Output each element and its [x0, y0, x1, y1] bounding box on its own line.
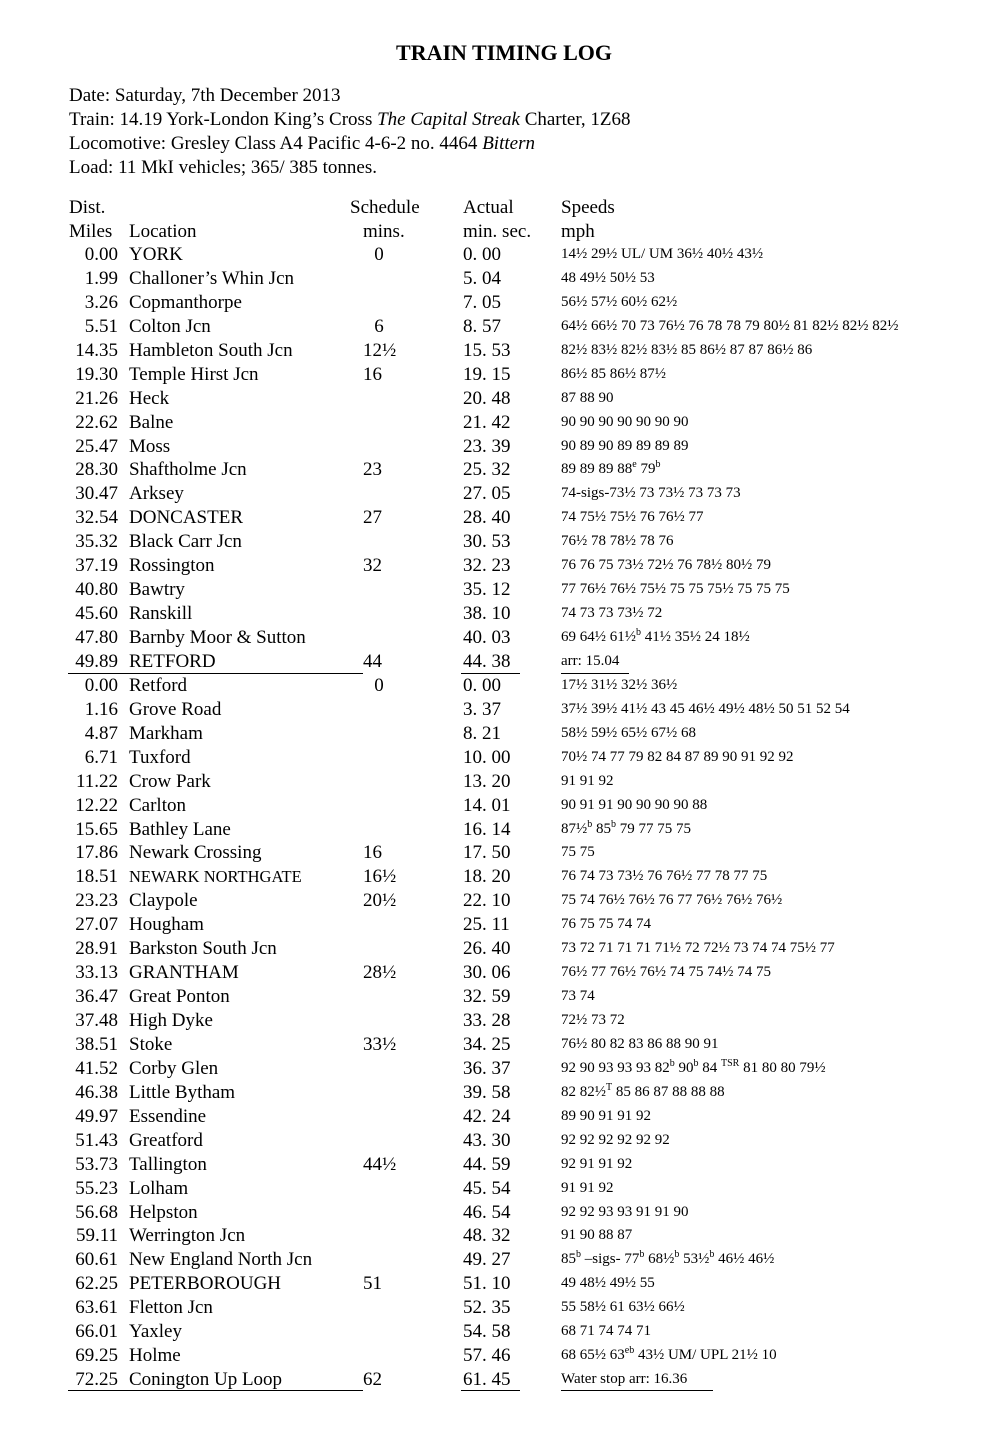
table-row — [0, 1224, 1008, 1248]
location-cell: Claypole — [129, 890, 198, 912]
speeds-cell: 69 64½ 61½$^b$ 41½ 35½ 24 18½ — [561, 627, 750, 645]
location-cell: Challoner’s Whin Jcn — [129, 267, 294, 289]
distance-cell: 6.71 — [84, 746, 118, 768]
table-row — [0, 530, 1008, 554]
location-cell: Moss — [129, 435, 171, 457]
location-cell: New England North Jcn — [129, 1249, 313, 1271]
table-row — [0, 315, 1008, 339]
locomotive-line — [69, 132, 535, 156]
speeds-cell: 74-sigs-73½ 73 73½ 73 73 73 — [561, 485, 741, 502]
location-cell: Bathley Lane — [129, 818, 231, 840]
table-row — [0, 841, 1008, 865]
speeds-cell: 55 58½ 61 63½ 66½ — [561, 1299, 685, 1316]
header-minsec: min. sec. — [463, 221, 532, 242]
distance-cell: 5.51 — [84, 315, 118, 337]
actual-cell: 35. 12 — [463, 579, 511, 601]
speeds-cell: 37½ 39½ 41½ 43 45 46½ 49½ 48½ 50 51 52 54 — [561, 700, 850, 717]
actual-cell: 38. 10 — [463, 603, 511, 625]
section-divider — [68, 673, 363, 674]
speeds-cell: 92 92 93 93 91 91 90 — [561, 1203, 689, 1220]
actual-cell: 19. 15 — [463, 363, 511, 385]
location-cell: Newark Crossing — [129, 842, 262, 864]
distance-cell: 22.62 — [75, 411, 118, 433]
distance-cell: 37.48 — [75, 1010, 118, 1031]
actual-cell: 0. 00 — [463, 244, 501, 265]
table-row — [0, 770, 1008, 794]
speeds-cell: 68 71 74 74 71 — [561, 1323, 651, 1340]
actual-cell: 8. 57 — [463, 315, 501, 337]
speeds-cell: 76 76 75 73½ 72½ 76 78½ 80½ 79 — [561, 557, 771, 574]
actual-cell: 49. 27 — [463, 1249, 511, 1271]
table-row — [0, 435, 1008, 459]
schedule-cell: 51 — [363, 1273, 382, 1295]
actual-cell: 57. 46 — [463, 1345, 511, 1367]
location-cell: NEWARK NORTHGATE — [129, 867, 302, 887]
train-name: The Capital Streak — [377, 109, 520, 130]
table-row — [0, 698, 1008, 722]
distance-cell: 41.52 — [75, 1057, 118, 1079]
table-row — [0, 889, 1008, 913]
schedule-cell: 0 — [374, 244, 384, 265]
distance-cell: 28.91 — [75, 938, 118, 960]
distance-cell: 30.47 — [75, 483, 118, 505]
distance-cell: 53.73 — [75, 1153, 118, 1175]
location-cell: Copmanthorpe — [129, 291, 242, 313]
distance-cell: 49.97 — [75, 1105, 118, 1127]
location-cell: Carlton — [129, 794, 186, 816]
actual-cell: 7. 05 — [463, 291, 501, 313]
actual-cell: 52. 35 — [463, 1297, 511, 1319]
location-cell: Conington Up Loop — [129, 1369, 283, 1391]
speeds-cell: 77 76½ 76½ 75½ 75 75 75½ 75 75 75 — [561, 581, 790, 598]
actual-cell: 8. 21 — [463, 722, 501, 744]
table-row — [0, 1129, 1008, 1153]
distance-cell: 46.38 — [75, 1081, 118, 1103]
location-cell: Heck — [129, 387, 170, 409]
actual-cell: 36. 37 — [463, 1057, 511, 1079]
train-text: Train: 14.19 York-London King’s Cross — [69, 109, 378, 130]
distance-cell: 36.47 — [75, 986, 118, 1008]
header-dist: Dist. — [69, 197, 106, 218]
actual-cell: 27. 05 — [463, 483, 511, 505]
table-row — [0, 913, 1008, 937]
header-schedule: Schedule — [350, 197, 420, 218]
table-row — [0, 554, 1008, 578]
table-row — [0, 1009, 1008, 1033]
location-cell: YORK — [129, 244, 183, 265]
load-line: Load: 11 MkI vehicles; 365/ 385 tonnes. — [69, 157, 377, 178]
location-cell: Hougham — [129, 914, 204, 936]
location-cell: Lolham — [129, 1177, 189, 1199]
distance-cell: 28.30 — [75, 459, 118, 481]
actual-cell: 42. 24 — [463, 1105, 511, 1127]
table-row — [0, 650, 1008, 674]
distance-cell: 35.32 — [75, 531, 118, 553]
speed-annotation: b — [693, 1057, 699, 1069]
speeds-cell: 73 74 — [561, 988, 595, 1005]
speeds-cell: 91 91 92 — [561, 1179, 614, 1196]
distance-cell: 60.61 — [75, 1249, 118, 1271]
header-speeds: Speeds — [561, 197, 615, 218]
speeds-cell: 76 75 75 74 74 — [561, 916, 651, 933]
speeds-cell: 76½ 78 78½ 78 76 — [561, 533, 674, 550]
location-cell: Corby Glen — [129, 1057, 219, 1079]
location-cell: Shaftholme Jcn — [129, 459, 247, 481]
speeds-cell: 90 89 90 89 89 89 89 — [561, 437, 689, 454]
speed-annotation: e — [632, 459, 637, 471]
distance-cell: 25.47 — [75, 435, 118, 457]
train-text-end: Charter, 1Z68 — [519, 109, 631, 130]
distance-cell: 56.68 — [75, 1201, 118, 1223]
location-cell: High Dyke — [129, 1010, 213, 1031]
speed-annotation: b — [709, 1249, 715, 1261]
actual-cell: 46. 54 — [463, 1201, 511, 1223]
actual-cell: 48. 32 — [463, 1225, 511, 1247]
location-cell: Grove Road — [129, 698, 222, 720]
speeds-cell: 72½ 73 72 — [561, 1012, 625, 1028]
actual-cell: 23. 39 — [463, 435, 511, 457]
table-row — [0, 1081, 1008, 1105]
actual-cell: 43. 30 — [463, 1129, 511, 1151]
actual-cell: 15. 53 — [463, 339, 511, 361]
actual-cell: 45. 54 — [463, 1177, 511, 1199]
actual-cell: 54. 58 — [463, 1321, 511, 1343]
schedule-cell: 23 — [363, 459, 382, 481]
table-row — [0, 363, 1008, 387]
speeds-cell: 76½ 80 82 83 86 88 90 91 — [561, 1035, 719, 1052]
header-mph: mph — [561, 221, 595, 242]
table-row — [0, 291, 1008, 315]
actual-cell: 40. 03 — [463, 627, 511, 648]
speeds-cell: 64½ 66½ 70 73 76½ 76 78 78 79 80½ 81 82½ 82½ 82½ — [561, 317, 899, 334]
speed-annotation: T — [606, 1081, 613, 1093]
actual-cell: 21. 42 — [463, 411, 511, 433]
distance-cell: 38.51 — [75, 1033, 118, 1055]
actual-cell: 28. 40 — [463, 507, 511, 529]
speed-annotation: b — [674, 1249, 680, 1261]
table-row — [0, 1033, 1008, 1057]
schedule-cell: 6 — [374, 315, 384, 337]
distance-cell: 59.11 — [75, 1225, 118, 1247]
table-row — [0, 1296, 1008, 1320]
page-title: TRAIN TIMING LOG — [396, 40, 612, 65]
schedule-cell: 0 — [374, 674, 384, 696]
location-cell: Rossington — [129, 555, 215, 577]
distance-cell: 55.23 — [75, 1177, 118, 1199]
location-cell: Greatford — [129, 1129, 203, 1151]
end-rule-speeds — [561, 1390, 713, 1391]
actual-cell: 3. 37 — [463, 698, 501, 720]
location-cell: Crow Park — [129, 770, 211, 792]
speeds-cell: 87 88 90 — [561, 389, 614, 406]
distance-cell: 45.60 — [75, 603, 118, 625]
location-cell: Barkston South Jcn — [129, 938, 277, 960]
header-actual: Actual — [463, 197, 514, 218]
table-row — [0, 482, 1008, 506]
table-row — [0, 1368, 1008, 1392]
distance-cell: 49.89 — [75, 650, 118, 672]
location-cell: Balne — [129, 411, 174, 433]
speed-annotation: b — [576, 1249, 581, 1261]
header-location: Location — [129, 221, 197, 242]
distance-cell: 3.26 — [84, 291, 118, 313]
location-cell: Black Carr Jcn — [129, 531, 242, 553]
distance-cell: 1.99 — [84, 267, 118, 289]
speeds-cell: 82 82½$^T$ 85 86 87 88 88 88 — [561, 1081, 725, 1100]
distance-cell: 51.43 — [75, 1129, 118, 1151]
train-line — [69, 108, 631, 132]
location-cell: Colton Jcn — [129, 315, 211, 337]
table-row — [0, 243, 1008, 267]
location-cell: DONCASTER — [129, 507, 244, 529]
table-row — [0, 1272, 1008, 1296]
table-row — [0, 961, 1008, 985]
table-row — [0, 1177, 1008, 1201]
actual-cell: 34. 25 — [463, 1033, 511, 1055]
location-cell: RETFORD — [129, 650, 216, 672]
distance-cell: 11.22 — [75, 770, 118, 792]
distance-cell: 32.54 — [75, 507, 118, 529]
table-row — [0, 1105, 1008, 1129]
speeds-cell: 91 91 92 — [561, 772, 614, 789]
speeds-cell: 91 90 88 87 — [561, 1227, 633, 1244]
schedule-cell: 32 — [363, 555, 382, 577]
speeds-cell: 90 91 91 90 90 90 90 88 — [561, 796, 708, 813]
header-miles: Miles — [69, 221, 113, 242]
location-cell: Retford — [129, 674, 188, 696]
location-cell: Essendine — [129, 1105, 207, 1127]
location-cell: Yaxley — [129, 1321, 182, 1343]
speeds-cell: 76½ 77 76½ 76½ 74 75 74½ 74 75 — [561, 964, 771, 981]
location-cell: Temple Hirst Jcn — [129, 363, 259, 385]
speed-annotation: TSR — [721, 1057, 740, 1069]
speeds-cell: 87½$^b$ 85$^b$ 79 77 75 75 — [561, 818, 691, 837]
speeds-cell: 92 90 93 93 93 82$^b$ 90$^b$ 84 $^{TSR}$ 81 80 80 79½ — [561, 1057, 826, 1076]
table-row — [0, 722, 1008, 746]
distance-cell: 17.86 — [75, 842, 118, 864]
distance-cell: 23.23 — [75, 890, 118, 912]
table-row — [0, 1248, 1008, 1272]
speeds-cell: 76 74 73 73½ 76 76½ 77 78 77 75 — [561, 868, 768, 885]
actual-cell: 22. 10 — [463, 890, 511, 912]
speed-annotation: eb — [624, 1345, 635, 1357]
location-cell: PETERBOROUGH — [129, 1273, 282, 1295]
speeds-cell: arr: 15.04 — [561, 652, 620, 669]
location-cell: Tuxford — [129, 746, 191, 768]
location-cell: Stoke — [129, 1033, 173, 1055]
distance-cell: 33.13 — [75, 962, 118, 984]
actual-cell: 33. 28 — [463, 1010, 511, 1031]
actual-cell: 30. 06 — [463, 962, 511, 984]
speeds-cell: 89 89 89 88e 79$^b$ — [561, 459, 661, 478]
actual-cell: 44. 59 — [463, 1153, 511, 1175]
speed-annotation: b — [639, 1249, 645, 1261]
schedule-cell: 44½ — [363, 1153, 397, 1175]
table-row — [0, 267, 1008, 291]
actual-cell: 25. 32 — [463, 459, 511, 481]
section-divider-speeds — [561, 673, 629, 674]
table-row — [0, 985, 1008, 1009]
table-row — [0, 1344, 1008, 1368]
speeds-cell: Water stop arr: 16.36 — [561, 1371, 688, 1388]
timing-table — [0, 243, 1008, 1392]
speeds-cell: 75 75 — [561, 844, 595, 861]
actual-cell: 20. 48 — [463, 387, 511, 409]
location-cell: Werrington Jcn — [129, 1225, 246, 1247]
schedule-cell: 20½ — [363, 890, 397, 912]
actual-cell: 18. 20 — [463, 866, 511, 888]
actual-cell: 17. 50 — [463, 842, 511, 864]
speed-annotation: b — [669, 1057, 675, 1069]
speeds-cell: 82½ 83½ 82½ 83½ 85 86½ 87 87 86½ 86 — [561, 341, 813, 358]
table-row — [0, 818, 1008, 842]
distance-cell: 47.80 — [75, 627, 118, 648]
schedule-cell: 27 — [363, 507, 382, 529]
speeds-cell: 92 91 91 92 — [561, 1155, 633, 1172]
actual-cell: 32. 23 — [463, 555, 511, 577]
location-cell: Great Ponton — [129, 986, 230, 1008]
end-rule-actual — [461, 1390, 520, 1391]
distance-cell: 1.16 — [84, 698, 118, 720]
schedule-cell: 28½ — [363, 962, 397, 984]
location-cell: Ranskill — [129, 603, 193, 625]
location-cell: Helpston — [129, 1201, 198, 1223]
table-row — [0, 865, 1008, 889]
date-line: Date: Saturday, 7th December 2013 — [69, 85, 341, 106]
actual-cell: 26. 40 — [463, 938, 511, 960]
actual-cell: 14. 01 — [463, 794, 511, 816]
location-cell: Arksey — [129, 483, 184, 505]
schedule-cell: 33½ — [363, 1033, 397, 1055]
section-divider-actual — [461, 673, 520, 674]
speed-annotation: b — [587, 818, 593, 830]
location-cell: Barnby Moor & Sutton — [129, 627, 306, 648]
actual-cell: 0. 00 — [463, 674, 501, 696]
actual-cell: 51. 10 — [463, 1273, 511, 1295]
table-row — [0, 626, 1008, 650]
distance-cell: 0.00 — [84, 674, 118, 696]
table-row — [0, 1057, 1008, 1081]
loco-name: Bittern — [482, 133, 535, 154]
schedule-cell: 62 — [363, 1369, 382, 1391]
schedule-cell: 12½ — [363, 339, 397, 361]
location-cell: GRANTHAM — [129, 962, 239, 984]
actual-cell: 30. 53 — [463, 531, 511, 553]
table-row — [0, 1320, 1008, 1344]
actual-cell: 5. 04 — [463, 267, 501, 289]
distance-cell: 0.00 — [84, 244, 118, 265]
table-row — [0, 602, 1008, 626]
distance-cell: 69.25 — [75, 1345, 118, 1367]
schedule-cell: 16 — [363, 842, 382, 864]
speeds-cell: 86½ 85 86½ 87½ — [561, 365, 666, 382]
location-cell: Hambleton South Jcn — [129, 339, 293, 361]
speeds-cell: 85$^b$ –sigs- 77$^b$ 68½$^b$ 53½$^b$ 46½ 46½ — [561, 1249, 775, 1268]
distance-cell: 37.19 — [75, 555, 118, 577]
speeds-cell: 56½ 57½ 60½ 62½ — [561, 293, 678, 310]
end-rule — [68, 1390, 363, 1391]
distance-cell: 66.01 — [75, 1321, 118, 1343]
table-row — [0, 1153, 1008, 1177]
distance-cell: 12.22 — [75, 794, 118, 816]
distance-cell: 14.35 — [75, 339, 118, 361]
table-row — [0, 674, 1008, 698]
schedule-cell: 16 — [363, 363, 382, 385]
actual-cell: 39. 58 — [463, 1081, 511, 1103]
location-cell: Markham — [129, 722, 203, 744]
table-row — [0, 339, 1008, 363]
table-row — [0, 506, 1008, 530]
location-cell: Tallington — [129, 1153, 207, 1175]
speeds-cell: 17½ 31½ 32½ 36½ — [561, 676, 678, 693]
distance-cell: 4.87 — [84, 722, 118, 744]
speeds-cell: 73 72 71 71 71 71½ 72 72½ 73 74 74 75½ 77 — [561, 940, 835, 957]
speeds-cell: 70½ 74 77 79 82 84 87 89 90 91 92 92 — [561, 748, 794, 765]
location-cell: Bawtry — [129, 579, 185, 601]
speed-annotation: b — [636, 627, 641, 638]
speed-annotation: b — [611, 818, 616, 830]
speeds-cell: 74 73 73 73½ 72 — [561, 605, 663, 622]
actual-cell: 32. 59 — [463, 986, 511, 1008]
distance-cell: 15.65 — [75, 818, 118, 840]
header-mins: mins. — [363, 221, 405, 242]
actual-cell: 16. 14 — [463, 818, 511, 840]
distance-cell: 72.25 — [75, 1369, 118, 1391]
actual-cell: 44. 38 — [463, 650, 511, 672]
table-row — [0, 794, 1008, 818]
speeds-cell: 74 75½ 75½ 76 76½ 77 — [561, 509, 704, 526]
distance-cell: 62.25 — [75, 1273, 118, 1295]
schedule-cell: 16½ — [363, 866, 397, 888]
table-row — [0, 387, 1008, 411]
distance-cell: 27.07 — [75, 914, 118, 936]
location-cell: Holme — [129, 1345, 181, 1367]
speeds-cell: 49 48½ 49½ 55 — [561, 1275, 655, 1292]
speed-annotation: b — [655, 459, 661, 471]
table-row — [0, 411, 1008, 435]
distance-cell: 18.51 — [75, 866, 118, 888]
actual-cell: 13. 20 — [463, 770, 511, 792]
speeds-cell: 92 92 92 92 92 92 — [561, 1131, 670, 1148]
schedule-cell: 44 — [363, 650, 382, 672]
table-row — [0, 746, 1008, 770]
actual-cell: 10. 00 — [463, 746, 511, 768]
table-row — [0, 578, 1008, 602]
actual-cell: 61. 45 — [463, 1369, 511, 1391]
location-cell: Little Bytham — [129, 1081, 236, 1103]
table-row — [0, 458, 1008, 482]
table-row — [0, 1201, 1008, 1225]
loco-text: Locomotive: Gresley Class A4 Pacific 4-6-2 no. 4464 — [69, 133, 483, 154]
location-cell: Fletton Jcn — [129, 1297, 213, 1319]
speeds-cell: 90 90 90 90 90 90 90 — [561, 413, 689, 430]
distance-cell: 21.26 — [75, 387, 118, 409]
speeds-cell: 75 74 76½ 76½ 76 77 76½ 76½ 76½ — [561, 892, 783, 909]
actual-cell: 25. 11 — [463, 914, 510, 936]
speeds-cell: 48 49½ 50½ 53 — [561, 269, 655, 286]
distance-cell: 63.61 — [75, 1297, 118, 1319]
speeds-cell: 89 90 91 91 92 — [561, 1107, 651, 1124]
distance-cell: 19.30 — [75, 363, 118, 385]
table-row — [0, 937, 1008, 961]
speeds-cell: 58½ 59½ 65½ 67½ 68 — [561, 724, 696, 741]
distance-cell: 40.80 — [75, 579, 118, 601]
speeds-cell: 68 65½ $63^{eb}$ 43½ UM/ UPL 21½ 10 — [561, 1345, 777, 1364]
speeds-cell: 14½ 29½ UL/ UM 36½ 40½ 43½ — [561, 246, 764, 262]
